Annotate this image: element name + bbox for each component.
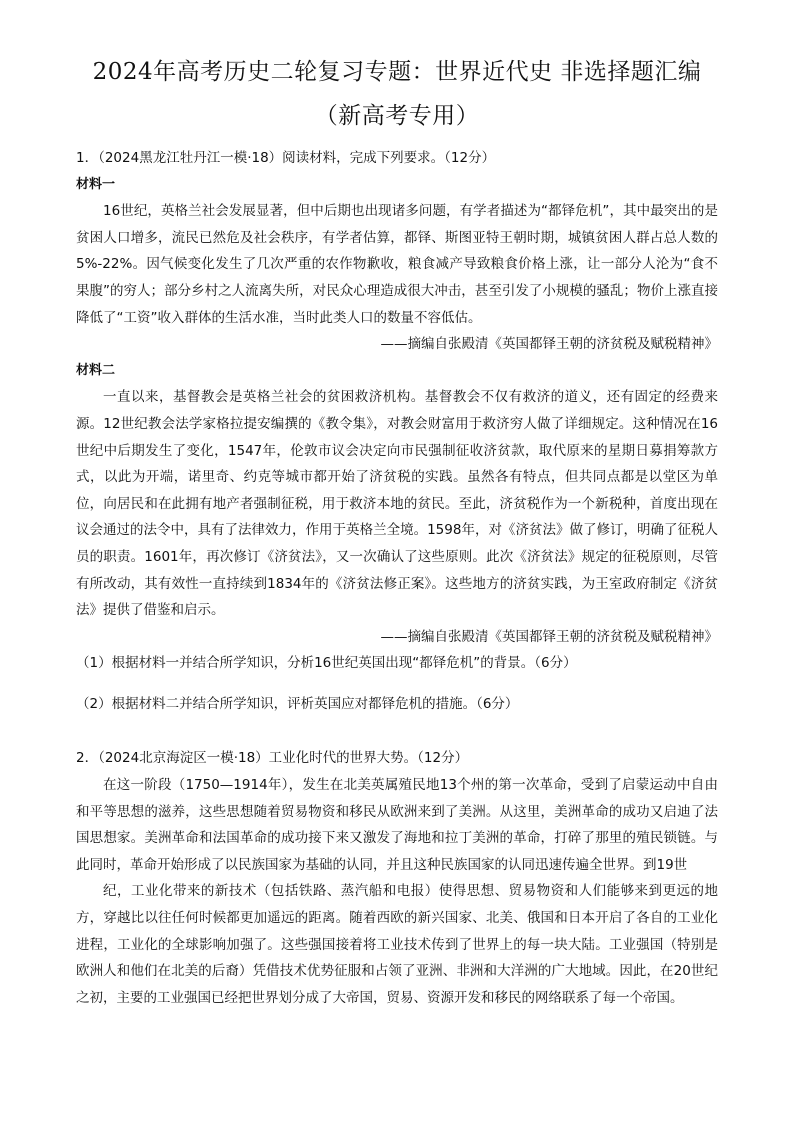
question-1-heading: 1．（2024黑龙江牡丹江一模·18）阅读材料，完成下列要求。（12分） [76,150,496,166]
document-body [76,145,718,1011]
question-2-paragraph-1: 在这一阶段（1750—1914年），发生在北美英属殖民地13个州的第一次革命，受到了启蒙运动中自由和平等思想的滋养，这些思想随着贸易物资和移民从欧洲来到了美洲。从这里，美洲革命的成功又启迪了法国思想家。美洲革命和法国革命的成功接下来又激发了海地和拉丁美洲的革命，打碎了那里的殖民锁链。与此同时，革命开始形成了以民族国家为基础的认同，并且这种民族国家的认同迅速传遍全世界。到19世 [76,777,718,873]
document-title: 2024年高考历史二轮复习专题：世界近代史 非选择题汇编 [92,59,702,85]
question-2-paragraph-2: 纪，工业化带来的新技术（包括铁路、蒸汽船和电报）使得思想、贸易物资和人们能够来到更远的地方，穿越比以往任何时候都更加遥远的距离。随着西欧的新兴国家、北美、俄国和日本开启了各自的工业化进程，工业化的全球影响加强了。这些强国接着将工业技术传到了世界上的每一块大陆。工业强国（特别是欧洲人和他们在北美的后裔）凭借技术优势征服和占领了亚洲、非洲和大洋洲的广大地域。因此，在20世纪之初，主要的工业强国已经把世界划分成了大帝国，贸易、资源开发和移民的网络联系了每一个帝国。 [76,883,718,1006]
question-1 [76,145,718,745]
material-2-source: ——摘编自张殿清《英国都铎王朝的济贫税及赋税精神》 [380,628,718,645]
sub-question-2: （2）根据材料二并结合所学知识，评析英国应对都铎危机的措施。（6分） [76,695,519,712]
answer-space [76,677,718,691]
material-1-source: ——摘编自张殿清《英国都铎王朝的济贫税及赋税精神》 [380,336,718,353]
material-1-label: 材料一 [76,176,116,192]
document-subtitle: （新高考专用） [314,103,480,129]
material-2-label: 材料二 [76,362,116,378]
material-1-text: 16世纪，英格兰社会发展显著，但中后期也出现诸多问题，有学者描述为“都铎危机”，其中最突出的是贫困人口增多，流民已然危及社会秩序，有学者估算，都铎、斯图亚特王朝时期，城镇贫困人群占总人数的5%-22%。因气候变化发生了几次严重的农作物歉收，粮食减产导致粮食价格上涨，让一部分人沦为“食不果腹”的穷人；部分乡村之人流离失所，对民众心理造成很大冲击，甚至引发了小规模的骚乱；物价上涨直接降低了“工资”收入群体的生活水准，当时此类人口的数量不容低估。 [76,203,718,326]
sub-question-1: （1）根据材料一并结合所学知识，分析16世纪英国出现“都铎危机”的背景。（6分） [76,655,577,672]
question-2-heading: 2．（2024北京海淀区一模·18）工业化时代的世界大势。（12分） [76,750,469,767]
material-2-text: 一直以来，基督教会是英格兰社会的贫困救济机构。基督教会不仅有救济的道义，还有固定的经费来源。12世纪教会法学家格拉提安编撰的《教令集》，对教会财富用于救济穷人做了详细规定。这种情况在16世纪中后期发生了变化，1547年，伦敦市议会决定向市民强制征收济贫款，取代原来的星期日募捐筹款方式，以此为开端，诺里奇、约克等城市都开始了济贫税的实践。虽然各有特点，但共同点都是以堂区为单位，向居民和在此拥有地产者强制征税，用于救济本地的贫民。至此，济贫税作为一个新税种，首度出现在议会通过的法令中，具有了法律效力，作用于英格兰全境。1598年，对《济贫法》做了修订，明确了征税人员的职责。1601年，再次修订《济贫法》，又一次确认了这些原则。此次《济贫法》规定的征税原则，尽管有所改动，其有效性一直持续到1834年的《济贫法修正案》。这些地方的济贫实践，为王室政府制定《济贫法》提供了借鉴和启示。 [76,389,718,619]
question-2 [76,745,718,1011]
answer-space [76,717,718,745]
